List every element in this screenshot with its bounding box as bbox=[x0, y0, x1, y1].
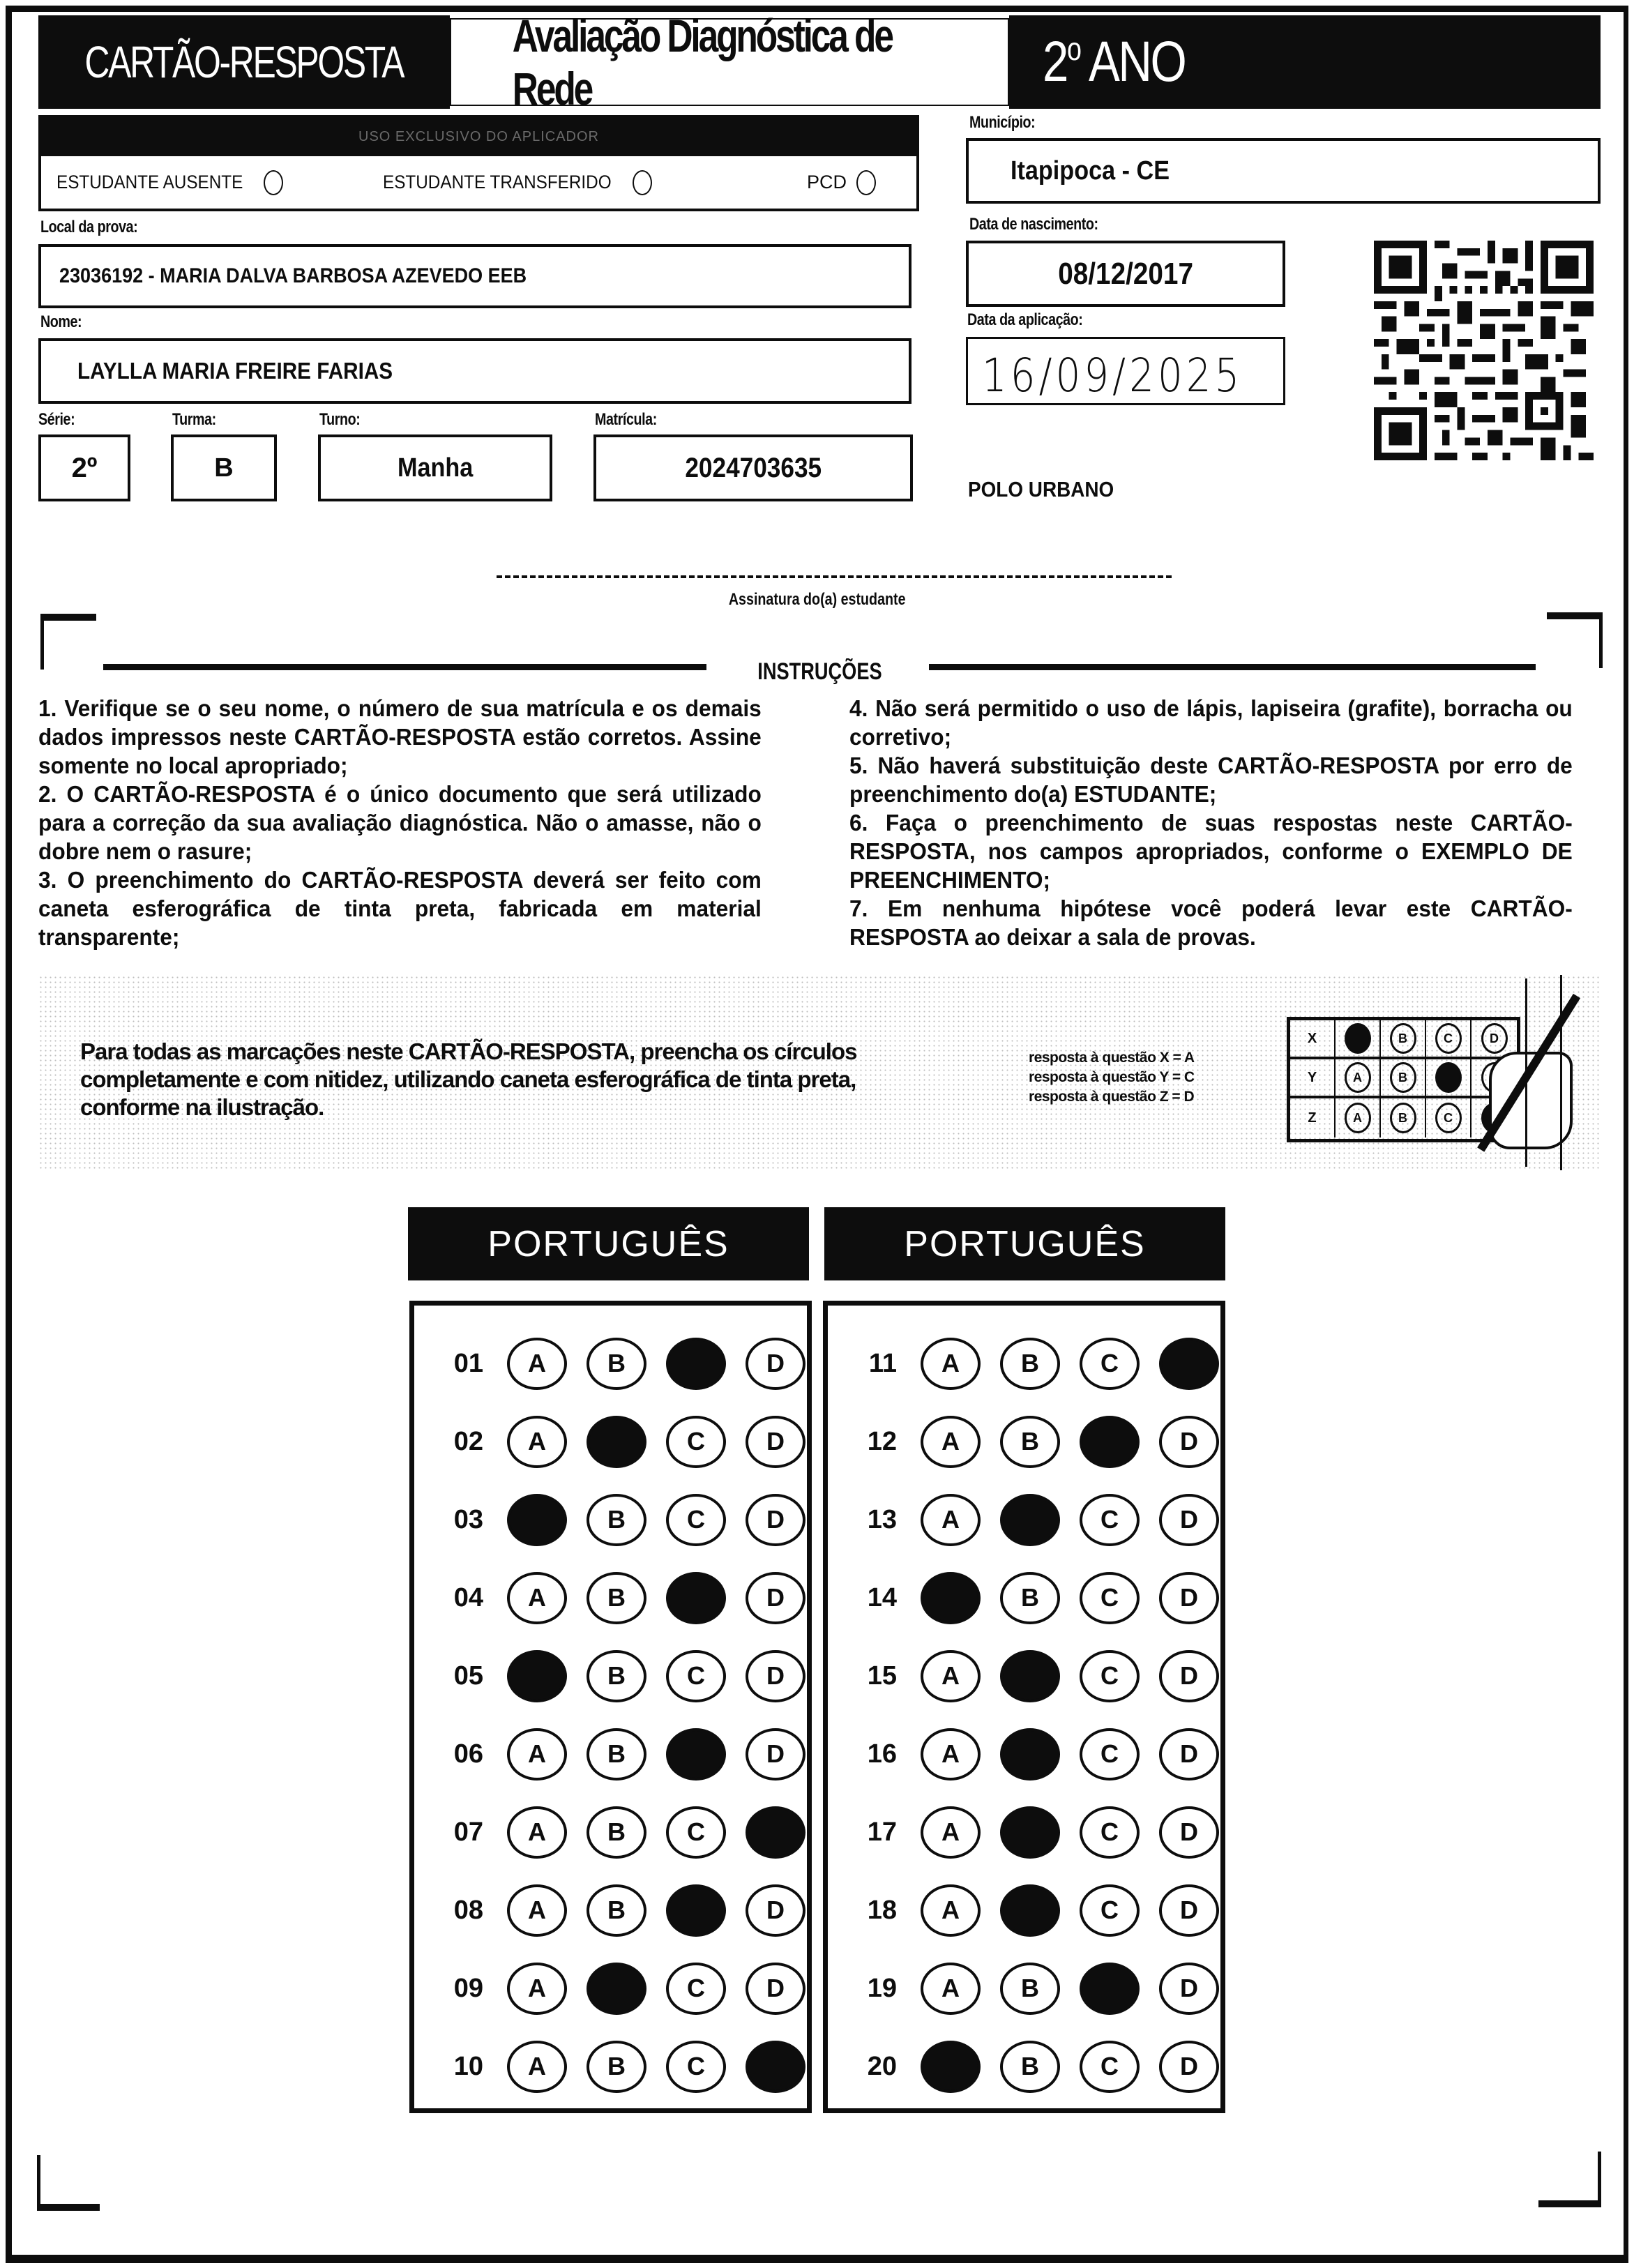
answer-bubble-b[interactable]: B bbox=[587, 1728, 646, 1781]
question-row bbox=[828, 1403, 1220, 1480]
answer-bubble-c[interactable]: C bbox=[1080, 1650, 1140, 1702]
question-row bbox=[414, 1950, 807, 2027]
answer-bubble-a[interactable]: A bbox=[921, 1494, 981, 1546]
answer-bubble-c[interactable]: C bbox=[1080, 1884, 1140, 1937]
answer-bubble-a[interactable] bbox=[507, 1650, 567, 1702]
answer-bubble-d[interactable]: D bbox=[746, 1650, 805, 1702]
question-row bbox=[414, 2028, 807, 2105]
instruction-item: 3. O preenchimento do CARTÃO-RESPOSTA deverá ser feito com caneta esferográfica de tinta preta, fabricada em material transparente; bbox=[38, 867, 762, 950]
filling-example-panel bbox=[38, 975, 1601, 1170]
data-aplicacao-label: Data da aplicação: bbox=[967, 310, 1083, 329]
answer-bubble-b[interactable] bbox=[1000, 1728, 1060, 1781]
example-row-x: X B C D bbox=[1290, 1020, 1517, 1059]
turno-label: Turno: bbox=[319, 410, 361, 429]
page-edge-line bbox=[1525, 978, 1527, 1167]
question-row bbox=[828, 1950, 1220, 2027]
answer-bubble-d[interactable]: D bbox=[1159, 2041, 1219, 2093]
answer-bubble-a[interactable]: A bbox=[507, 1806, 567, 1859]
question-number: 01 bbox=[453, 1348, 483, 1378]
question-number: 20 bbox=[867, 2051, 897, 2081]
filling-example-grid bbox=[1287, 1017, 1520, 1142]
answer-bubble-a[interactable]: A bbox=[507, 1884, 567, 1937]
serie-field: 2º bbox=[38, 434, 130, 501]
answer-bubble-b[interactable]: B bbox=[1000, 1338, 1060, 1390]
answer-bubble-b[interactable] bbox=[587, 1416, 646, 1468]
instruction-item: 1. Verifique se o seu nome, o número de sua matrícula e os demais dados impressos neste CARTÃO-RESPOSTA estão corretos. Assine somente no local apropriado; bbox=[38, 695, 762, 778]
aplicador-box bbox=[38, 115, 919, 211]
answer-bubble-b[interactable] bbox=[1000, 1884, 1060, 1937]
data-nascimento-label: Data de nascimento: bbox=[969, 215, 1098, 234]
answer-bubble-c[interactable] bbox=[666, 1572, 726, 1624]
grade-word: ANO bbox=[1088, 30, 1186, 93]
serie-label: Série: bbox=[38, 410, 75, 429]
data-aplicacao-field[interactable]: 16/09/2025 bbox=[966, 337, 1285, 405]
instruction-item: 2. O CARTÃO-RESPOSTA é o único documento que será utilizado para a correção da sua avaliação diagnóstica. Não o amasse, não o dobre nem o rasure; bbox=[38, 781, 762, 864]
answer-bubble-a[interactable] bbox=[921, 2041, 981, 2093]
answer-bubble-c[interactable]: C bbox=[666, 2041, 726, 2093]
transferido-bubble[interactable] bbox=[633, 170, 652, 195]
grade-ordinal: o bbox=[1066, 31, 1080, 67]
turma-label: Turma: bbox=[172, 410, 216, 429]
answer-bubble-b[interactable]: B bbox=[1000, 2041, 1060, 2093]
question-number: 10 bbox=[453, 2051, 483, 2081]
matricula-field: 2024703635 bbox=[593, 434, 913, 501]
question-number: 14 bbox=[867, 1582, 897, 1612]
answer-bubble-a[interactable]: A bbox=[921, 1806, 981, 1859]
question-number: 05 bbox=[453, 1661, 483, 1691]
answer-bubble-c[interactable]: C bbox=[1080, 1806, 1140, 1859]
answer-bubble-d[interactable] bbox=[746, 1806, 805, 1859]
question-number: 11 bbox=[868, 1348, 897, 1378]
answer-bubble-d[interactable]: D bbox=[746, 1338, 805, 1390]
instructions-title: INSTRUÇÕES bbox=[757, 658, 882, 685]
answer-bubble-b[interactable]: B bbox=[587, 1884, 646, 1937]
answer-bubble-b[interactable]: B bbox=[587, 1572, 646, 1624]
answer-bubble-d[interactable]: D bbox=[1159, 1416, 1219, 1468]
answer-bubble-c[interactable]: C bbox=[1080, 1728, 1140, 1781]
qr-code-icon bbox=[1374, 241, 1594, 460]
question-number: 02 bbox=[453, 1426, 483, 1456]
question-number: 12 bbox=[867, 1426, 897, 1456]
municipio-field: Itapipoca - CE bbox=[966, 138, 1601, 204]
question-number: 17 bbox=[867, 1817, 897, 1847]
question-row bbox=[828, 1559, 1220, 1636]
example-bubble-filled bbox=[1435, 1062, 1462, 1093]
question-row bbox=[414, 1559, 807, 1636]
answer-bubble-c[interactable]: C bbox=[666, 1650, 726, 1702]
signature-line[interactable] bbox=[497, 575, 1172, 578]
answer-bubble-b[interactable]: B bbox=[587, 1338, 646, 1390]
question-number: 07 bbox=[453, 1817, 483, 1847]
answer-bubble-c[interactable] bbox=[666, 1338, 726, 1390]
corner-mark-bottom-right bbox=[1538, 2152, 1601, 2207]
question-row bbox=[414, 1481, 807, 1558]
answer-bubble-a[interactable]: A bbox=[507, 1963, 567, 2015]
instruction-item: 5. Não haverá substituição deste CARTÃO-RESPOSTA por erro de preenchimento do(a) ESTUDANTE; bbox=[849, 753, 1573, 807]
signature-label: Assinatura do(a) estudante bbox=[728, 590, 906, 609]
answer-bubble-a[interactable] bbox=[921, 1572, 981, 1624]
answer-bubble-b[interactable]: B bbox=[587, 2041, 646, 2093]
turno-field: Manha bbox=[318, 434, 552, 501]
answer-bubble-a[interactable]: A bbox=[921, 1338, 981, 1390]
answer-bubble-d[interactable]: D bbox=[746, 1572, 805, 1624]
example-row-z: Z A B C bbox=[1290, 1098, 1517, 1137]
answer-bubble-d[interactable]: D bbox=[1159, 1884, 1219, 1937]
answer-bubble-c[interactable] bbox=[666, 1884, 726, 1937]
instructions-rule-right bbox=[929, 664, 1536, 670]
answer-bubble-c[interactable]: C bbox=[666, 1416, 726, 1468]
corner-mark-top-left bbox=[40, 614, 96, 670]
answer-bubble-b[interactable]: B bbox=[1000, 1963, 1060, 2015]
answer-bubble-a[interactable]: A bbox=[507, 1416, 567, 1468]
question-number: 09 bbox=[453, 1973, 483, 2003]
answer-bubble-d[interactable]: D bbox=[1159, 1963, 1219, 2015]
polo-label: POLO URBANO bbox=[968, 477, 1114, 501]
option-estudante-transferido[interactable]: ESTUDANTE TRANSFERIDO bbox=[383, 170, 652, 195]
local-prova-field: 23036192 - MARIA DALVA BARBOSA AZEVEDO EEB bbox=[38, 244, 911, 308]
answer-bubble-b[interactable]: B bbox=[587, 1650, 646, 1702]
answer-bubble-a[interactable]: A bbox=[507, 1728, 567, 1781]
question-row bbox=[414, 1403, 807, 1480]
filling-example-text: Para todas as marcações neste CARTÃO-RESPOSTA, preencha os círculos completamente e com nitidez, utilizando caneta esferográfica de tinta preta, conforme na ilustração. bbox=[80, 1038, 857, 1120]
answer-bubble-d[interactable]: D bbox=[1159, 1572, 1219, 1624]
question-row bbox=[828, 1794, 1220, 1870]
question-number: 15 bbox=[867, 1661, 897, 1691]
answer-bubble-c[interactable]: C bbox=[1080, 1572, 1140, 1624]
subject-header-portugues-1: PORTUGUÊS bbox=[408, 1207, 809, 1280]
answer-bubble-c[interactable]: C bbox=[666, 1806, 726, 1859]
data-nascimento-field: 08/12/2017 bbox=[966, 241, 1285, 307]
answer-bubble-d[interactable]: D bbox=[746, 1416, 805, 1468]
question-row bbox=[414, 1325, 807, 1402]
answer-bubble-c[interactable]: C bbox=[666, 1963, 726, 2015]
turma-field: B bbox=[171, 434, 277, 501]
card-title: CARTÃO-RESPOSTA bbox=[38, 15, 450, 109]
municipio-label: Município: bbox=[969, 113, 1036, 132]
instruction-item: 6. Faça o preenchimento de suas respostas neste CARTÃO-RESPOSTA, nos campos apropriados, conforme o EXEMPLO DE PREENCHIMENTO; bbox=[849, 810, 1573, 893]
answer-bubble-c[interactable]: C bbox=[666, 1494, 726, 1546]
answer-bubble-c[interactable] bbox=[666, 1728, 726, 1781]
answer-bubble-d[interactable]: D bbox=[746, 1494, 805, 1546]
answer-bubble-d[interactable]: D bbox=[1159, 1728, 1219, 1781]
answer-bubble-d[interactable]: D bbox=[746, 1884, 805, 1937]
question-number: 18 bbox=[867, 1895, 897, 1925]
nome-field: LAYLLA MARIA FREIRE FARIAS bbox=[38, 338, 911, 404]
nome-label: Nome: bbox=[40, 312, 82, 331]
answer-bubble-b[interactable] bbox=[587, 1963, 646, 2015]
instructions-right-column bbox=[849, 694, 1573, 951]
question-row bbox=[828, 1481, 1220, 1558]
question-row bbox=[414, 1716, 807, 1792]
question-row bbox=[828, 1872, 1220, 1949]
option-pcd[interactable]: PCD bbox=[807, 170, 876, 195]
answer-bubble-c[interactable]: C bbox=[1080, 1338, 1140, 1390]
answer-bubble-a[interactable]: A bbox=[921, 1416, 981, 1468]
ausente-bubble[interactable] bbox=[264, 170, 283, 195]
answer-grid-1 bbox=[409, 1301, 812, 2113]
question-row bbox=[828, 1638, 1220, 1714]
question-number: 03 bbox=[453, 1504, 483, 1534]
question-number: 19 bbox=[867, 1973, 897, 2003]
question-number: 13 bbox=[867, 1504, 897, 1534]
option-estudante-ausente[interactable]: ESTUDANTE AUSENTE bbox=[56, 170, 283, 195]
answer-bubble-c[interactable] bbox=[1080, 1416, 1140, 1468]
answer-grid-2 bbox=[823, 1301, 1225, 2113]
answer-bubble-a[interactable]: A bbox=[507, 1572, 567, 1624]
answer-bubble-b[interactable] bbox=[1000, 1494, 1060, 1546]
answer-bubble-d[interactable]: D bbox=[746, 1728, 805, 1781]
corner-mark-bottom-left bbox=[37, 2155, 100, 2211]
example-row-y: Y A B bbox=[1290, 1059, 1517, 1098]
corner-mark-top-right bbox=[1547, 612, 1603, 668]
answer-bubble-b[interactable]: B bbox=[587, 1494, 646, 1546]
instruction-item: 7. Em nenhuma hipótese você poderá levar este CARTÃO-RESPOSTA ao deixar a sala de provas. bbox=[849, 895, 1573, 950]
answer-bubble-d[interactable] bbox=[1159, 1338, 1219, 1390]
aplicador-bar: USO EXCLUSIVO DO APLICADOR bbox=[41, 118, 916, 156]
instructions-rule-left bbox=[103, 664, 706, 670]
pcd-bubble[interactable] bbox=[856, 170, 876, 195]
answer-bubble-a[interactable]: A bbox=[921, 1884, 981, 1937]
answer-bubble-d[interactable]: D bbox=[746, 1963, 805, 2015]
answer-bubble-b[interactable]: B bbox=[587, 1806, 646, 1859]
page-edge-line bbox=[1560, 975, 1562, 1170]
local-prova-label: Local da prova: bbox=[40, 218, 138, 236]
question-row bbox=[414, 1794, 807, 1870]
exam-title: Avaliação Diagnóstica de Rede bbox=[450, 18, 1009, 106]
answer-bubble-b[interactable]: B bbox=[1000, 1416, 1060, 1468]
question-row bbox=[414, 1638, 807, 1714]
question-number: 04 bbox=[453, 1582, 483, 1612]
example-bubble-filled bbox=[1345, 1023, 1371, 1054]
answer-bubble-b[interactable] bbox=[1000, 1806, 1060, 1859]
answer-bubble-a[interactable] bbox=[507, 1494, 567, 1546]
answer-bubble-a[interactable]: A bbox=[921, 1963, 981, 2015]
question-number: 16 bbox=[867, 1739, 897, 1769]
question-row bbox=[414, 1872, 807, 1949]
answer-bubble-d[interactable] bbox=[746, 2041, 805, 2093]
answer-bubble-a[interactable]: A bbox=[507, 1338, 567, 1390]
answer-bubble-b[interactable]: B bbox=[1000, 1572, 1060, 1624]
instructions-left-column bbox=[38, 694, 762, 951]
answer-bubble-a[interactable]: A bbox=[507, 2041, 567, 2093]
answer-bubble-b[interactable] bbox=[1000, 1650, 1060, 1702]
answer-bubble-a[interactable]: A bbox=[921, 1728, 981, 1781]
grade-number: 2 bbox=[1043, 30, 1067, 93]
question-row bbox=[828, 2028, 1220, 2105]
answer-bubble-c[interactable]: C bbox=[1080, 2041, 1140, 2093]
question-number: 06 bbox=[453, 1739, 483, 1769]
answer-bubble-d[interactable]: D bbox=[1159, 1494, 1219, 1546]
question-number: 08 bbox=[453, 1895, 483, 1925]
question-row bbox=[828, 1716, 1220, 1792]
matricula-label: Matrícula: bbox=[595, 410, 657, 429]
subject-header-portugues-2: PORTUGUÊS bbox=[824, 1207, 1225, 1280]
filling-example-legend: resposta à questão X = A resposta à questão Y = C resposta à questão Z = D bbox=[1029, 1050, 1195, 1105]
answer-bubble-a[interactable]: A bbox=[921, 1650, 981, 1702]
instruction-item: 4. Não será permitido o uso de lápis, lapiseira (grafite), borracha ou corretivo; bbox=[849, 695, 1573, 750]
answer-bubble-d[interactable]: D bbox=[1159, 1650, 1219, 1702]
answer-bubble-c[interactable]: C bbox=[1080, 1494, 1140, 1546]
answer-bubble-c[interactable] bbox=[1080, 1963, 1140, 2015]
question-row bbox=[828, 1325, 1220, 1402]
answer-bubble-d[interactable]: D bbox=[1159, 1806, 1219, 1859]
grade-title bbox=[1009, 15, 1601, 109]
